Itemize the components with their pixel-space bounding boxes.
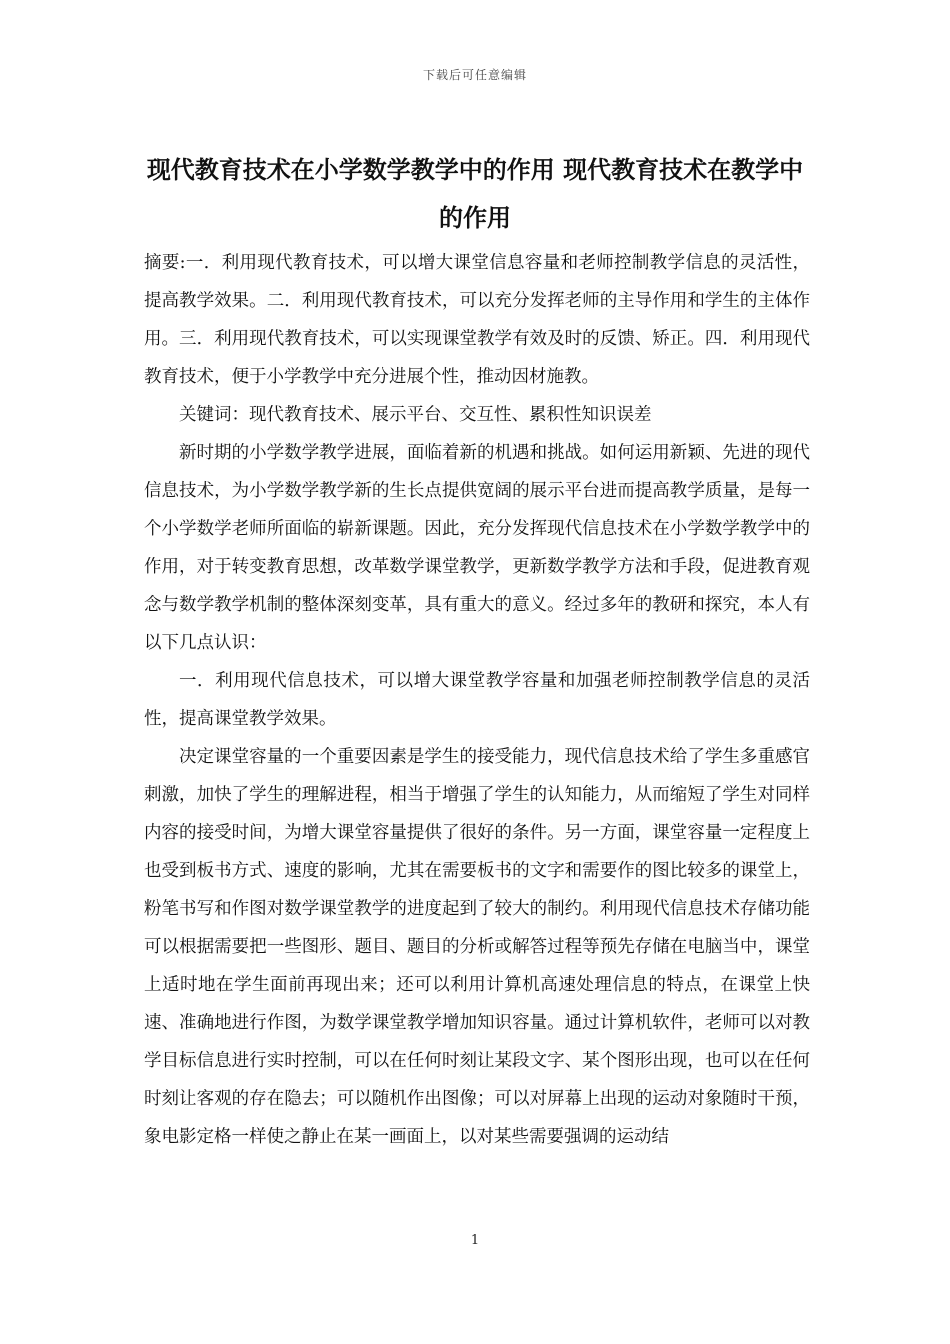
header-note: 下载后可任意编辑 [422, 68, 527, 82]
body-paragraph: 决定课堂容量的一个重要因素是学生的接受能力，现代信息技术给了学生多重感官刺激，加快了学生的理解进程，相当于增强了学生的认知能力，从而缩短了学生对同样内容的接受时间，为增大课堂容量提供了很好的条件。另一方面，课堂容量一定程度上也受到板书方式、速度的影响，尤其在需要板书的文字和需要作的图比较多的课堂上，粉笔书写和作图对数学课堂教学的进度起到了较大的制约。利用现代信息技术存储功能可以根据需要把一些图形、题目、题目的分析或解答过程等预先存储在电脑当中，课堂上适时地在学生面前再现出来；还可以利用计算机高速处理信息的特点，在课堂上快速、准确地进行作图，为数学课堂教学增加知识容量。通过计算机软件，老师可以对教学目标信息进行实时控制，可以在任何时刻让某段文字、某个图形出现，也可以在任何时刻让客观的存在隐去；可以随机作出图像；可以对屏幕上出现的运动对象随时干预，象电影定格一样使之静止在某一画面上，以对某些需要强调的运动结 [144, 747, 810, 1147]
section-heading-one: 一．利用现代信息技术，可以增大课堂教学容量和加强老师控制教学信息的灵活性，提高课堂教学效果。 [144, 671, 810, 729]
keywords-paragraph: 关键词：现代教育技术、展示平台、交互性、累积性知识误差 [179, 405, 652, 425]
document-title: 现代教育技术在小学数学教学中的作用 现代教育技术在教学中的作用 [146, 155, 804, 232]
page-number: 1 [470, 1233, 480, 1248]
abstract-paragraph: 摘要:一．利用现代教育技术，可以增大课堂信息容量和老师控制教学信息的灵活性，提高教学效果。二．利用现代教育技术，可以充分发挥老师的主导作用和学生的主体作用。三．利用现代教育技术，可以实现课堂教学有效及时的反馈、矫正。四．利用现代教育技术，便于小学教学中充分进展个性，推动因材施教。 [144, 253, 810, 387]
document-body [144, 244, 810, 1156]
intro-paragraph: 新时期的小学数学教学进展，面临着新的机遇和挑战。如何运用新颖、先进的现代信息技术，为小学数学教学新的生长点提供宽阔的展示平台进而提高教学质量，是每一个小学数学老师所面临的崭新课题。因此，充分发挥现代信息技术在小学数学教学中的作用，对于转变教育思想，改革数学课堂教学，更新数学教学方法和手段，促进教育观念与数学教学机制的整体深刻变革，具有重大的意义。经过多年的教研和探究，本人有以下几点认识： [144, 443, 810, 653]
